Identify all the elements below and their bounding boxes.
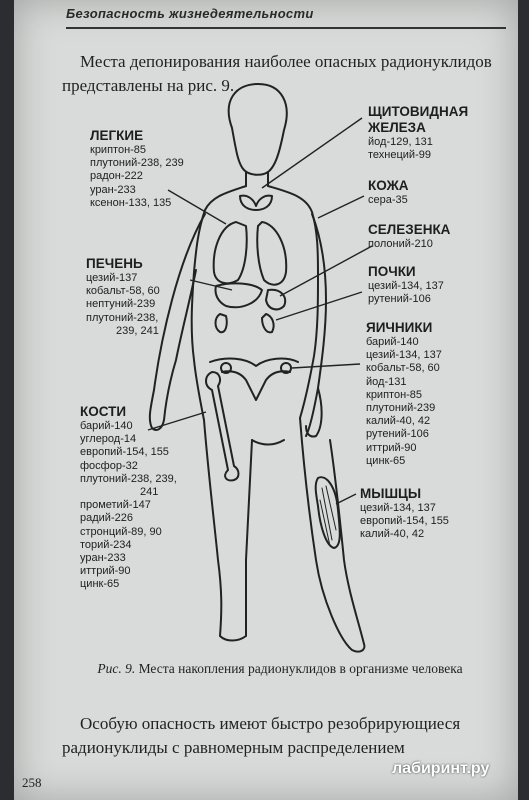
label-liver-item: 239, 241 [116,324,159,337]
label-skin-title: КОЖА [368,178,409,193]
right-lung [257,222,286,285]
head-outline [229,84,287,175]
label-thyroid-item: технеций-99 [368,149,431,162]
label-liver-title: ПЕЧЕНЬ [86,256,143,271]
label-bones-item: прометий-147 [80,499,151,512]
caption-text: Места накопления радионуклидов в организме человека [138,661,463,676]
label-liver-item: нептуний-239 [86,298,156,311]
label-ovaries-item: йод-131 [366,375,407,388]
right-leg [300,418,364,652]
label-lungs-title: ЛЕГКИЕ [90,128,144,143]
label-lungs-item: радон-222 [90,170,143,183]
label-muscles [360,486,449,542]
torso-right [268,186,318,418]
label-skin [368,178,409,207]
label-ovaries-item: криптон-85 [366,388,423,401]
leader-thyroid [262,118,362,188]
label-muscles-item: европий-154, 155 [360,515,449,528]
leader-ovaries [292,364,360,368]
label-lungs [90,128,184,210]
femur-bone [206,372,239,480]
label-bones-item: европий-154, 155 [80,446,169,459]
label-bones-title: КОСТИ [80,404,127,419]
label-muscles-title: МЫШЦЫ [360,486,422,501]
label-ovaries-item: калий-40, 42 [366,415,431,428]
leader-kidneys [276,292,362,320]
label-thyroid [368,104,468,162]
label-lungs-item: уран-233 [90,183,136,196]
running-header: Безопасность жизнедеятельности [66,6,314,21]
label-lungs-item: плутоний-238, 239 [90,157,184,170]
label-ovaries-item: цинк-65 [366,454,406,467]
label-lungs-item: криптон-85 [90,144,147,156]
label-ovaries-item: иттрий-90 [366,441,417,454]
page-number: 258 [22,775,42,790]
label-bones-item: 241 [140,486,159,499]
label-liver [86,256,160,338]
label-ovaries-item: плутоний-239 [366,402,436,415]
label-bones-item: торий-234 [80,538,132,551]
label-bones-item: фосфор-32 [80,459,138,472]
label-kidneys [368,264,444,306]
label-thyroid-title-line2: ЖЕЛЕЗА [368,120,426,135]
label-bones-item: иттрий-90 [80,565,131,578]
left-lung [214,222,247,283]
label-spleen-item: полоний-210 [368,238,433,250]
label-ovaries-title: ЯИЧНИКИ [366,320,433,335]
label-bones-item: цинк-65 [80,578,120,591]
body-text: Особую опасность имеют быстро резобрирующиеся радионуклиды с равномерным распределением [62,714,461,757]
body-paragraph [62,712,507,760]
label-bones-item: барий-140 [80,420,133,432]
label-bones-item: стронций-89, 90 [80,525,162,538]
right-kidney [262,314,274,332]
stomach [266,290,285,310]
label-ovaries-item: барий-140 [366,336,419,348]
label-muscles-item: калий-40, 42 [360,528,425,541]
label-bones-item: радий-226 [80,512,133,525]
label-thyroid-item: йод-129, 131 [368,136,433,148]
leader-muscles [336,494,356,504]
caption-prefix: Рис. 9. [97,661,136,676]
label-lungs-item: ксенон-133, 135 [90,196,172,209]
label-bones-item: углерод-14 [80,433,137,446]
label-ovaries [366,320,442,468]
figure-caption [60,660,500,678]
crotch [252,440,284,445]
label-thyroid-title-line1: ЩИТОВИДНАЯ [368,104,469,119]
label-kidneys-item: рутений-106 [368,293,431,306]
label-skin-item: сера-35 [368,194,408,206]
left-leg [204,420,252,641]
liver [215,283,262,307]
thyroid [240,196,272,210]
intro-text: Места депонирования наиболее опасных радионуклидов представлены на рис. 9. [62,52,492,95]
label-kidneys-title: ПОЧКИ [368,264,416,279]
label-kidneys-item: цезий-134, 137 [368,280,444,292]
left-kidney [216,314,227,332]
label-ovaries-item: цезий-134, 137 [366,349,442,362]
label-ovaries-item: кобальт-58, 60 [366,362,440,375]
leader-skin [318,196,364,218]
label-muscles-item: цезий-134, 137 [360,502,436,514]
label-bones [80,404,177,592]
label-bones-item: плутоний-238, 239, [80,472,177,485]
label-spleen [368,222,450,251]
label-bones-item: уран-233 [80,552,126,565]
label-ovaries-item: рутений-106 [366,428,429,441]
label-liver-item: кобальт-58, 60 [86,285,160,298]
label-liver-item: цезий-137 [86,272,138,284]
watermark: лабиринт.ру [392,760,490,777]
label-liver-item: плутоний-238, [86,311,159,324]
label-spleen-title: СЕЛЕЗЕНКА [368,222,451,237]
